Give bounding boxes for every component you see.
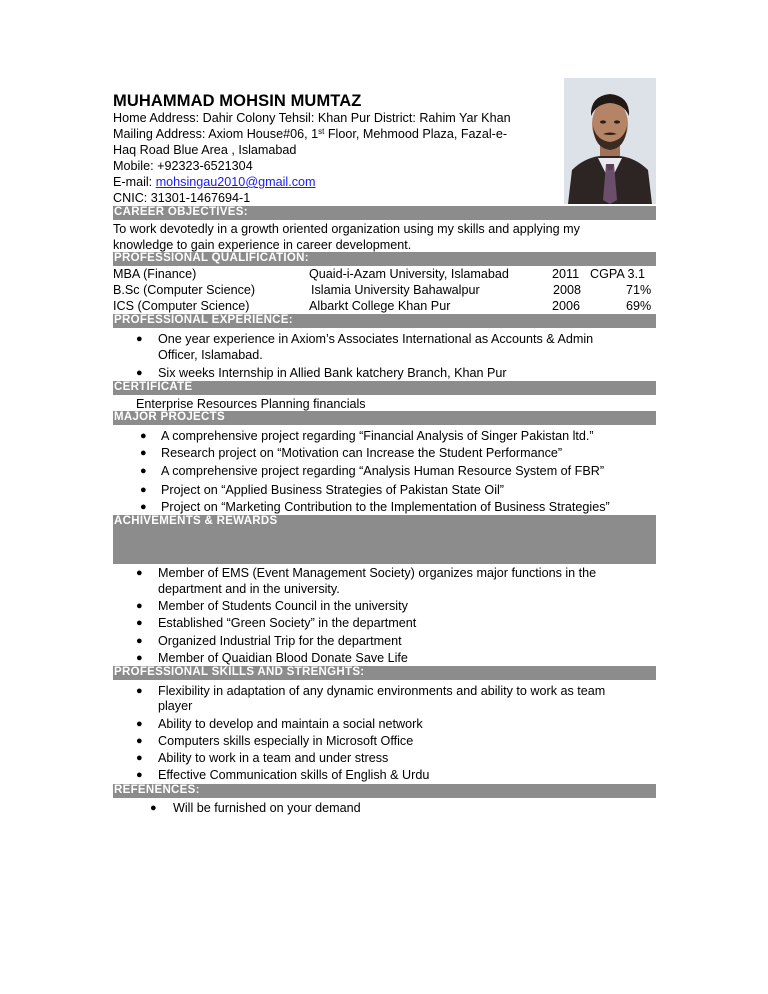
mailing-address-superscript: st [318, 127, 325, 136]
project-item-1: A comprehensive project regarding “Financial Analysis of Singer Pakistan ltd.” [161, 429, 594, 443]
references-text: Will be furnished on your demand [173, 801, 361, 815]
skill-item-5: Effective Communication skills of English & Urdu [158, 768, 430, 782]
qualification-institute-1: Quaid-i-Azam University, Islamabad [309, 267, 509, 281]
mailing-address-line2: Haq Road Blue Area , Islamabad [113, 143, 297, 157]
career-text-line2: knowledge to gain experience in career development. [113, 238, 412, 252]
section-major-projects: MAJOR PROJECTS [113, 411, 656, 425]
skill-item-3: Computers skills especially in Microsoft Office [158, 734, 414, 748]
cnic-number: CNIC: 31301-1467694-1 [113, 191, 251, 205]
bullet-icon: ● [136, 718, 143, 730]
section-career-objectives: CAREER OBJECTIVES: [113, 206, 656, 220]
skill-item-2: Ability to develop and maintain a social network [158, 717, 423, 731]
bullet-icon: ● [136, 735, 143, 747]
project-item-5: Project on “Marketing Contribution to the Implementation of Business Strategies” [161, 500, 610, 514]
bullet-icon: ● [140, 430, 147, 442]
bullet-icon: ● [140, 447, 147, 459]
achievement-item-5: Member of Quaidian Blood Donate Save Life [158, 651, 408, 665]
achievement-item-2: Member of Students Council in the university [158, 599, 408, 613]
qualification-grade-1: CGPA 3.1 [590, 267, 646, 281]
mailing-address-line1 [113, 126, 507, 142]
skill-item-4: Ability to work in a team and under stress [158, 751, 389, 765]
mailing-address-part-b: Floor, Mehmood Plaza, Fazal-e- [324, 127, 508, 141]
experience-item-1-line1: One year experience in Axiom’s Associates International as Accounts & Admin [158, 332, 594, 346]
qualification-institute-2: Islamia University Bahawalpur [311, 283, 480, 297]
email-label: E-mail: [113, 175, 156, 189]
qualification-year-1: 2011 [552, 267, 580, 281]
bullet-icon: ● [140, 484, 147, 496]
qualification-grade-2: 71% [626, 283, 652, 297]
bullet-icon: ● [136, 685, 143, 697]
bullet-icon: ● [136, 367, 143, 379]
qualification-institute-3: Albarkt College Khan Pur [309, 299, 451, 313]
achievement-item-1-line1: Member of EMS (Event Management Society) organizes major functions in the [158, 566, 597, 580]
qualification-year-2: 2008 [553, 283, 582, 297]
skill-item-1-line1: Flexibility in adaptation of any dynamic environments and ability to work as team [158, 684, 606, 698]
mailing-address-part-a: Mailing Address: Axiom House#06, 1 [113, 127, 319, 141]
bullet-icon: ● [140, 465, 147, 477]
bullet-icon: ● [136, 617, 143, 629]
section-certificate: CERTIFICATE [113, 381, 656, 395]
section-achievements: ACHIVEMENTS & REWARDS [113, 515, 656, 564]
qualification-degree-2: B.Sc (Computer Science) [113, 283, 256, 297]
bullet-icon: ● [136, 752, 143, 764]
achievement-item-3: Established “Green Society” in the department [158, 616, 417, 630]
qualification-year-3: 2006 [552, 299, 581, 313]
home-address: Home Address: Dahir Colony Tehsil: Khan Pur District: Rahim Yar Khan [113, 111, 511, 125]
bullet-icon: ● [136, 769, 143, 781]
bullet-icon: ● [140, 501, 147, 513]
project-item-4: Project on “Applied Business Strategies of Pakistan State Oil” [161, 483, 505, 497]
section-professional-experience: PROFESSIONAL EXPERIENCE: [113, 314, 656, 328]
project-item-3: A comprehensive project regarding “Analysis Human Resource System of FBR” [161, 464, 605, 478]
career-text-line1: To work devotedly in a growth oriented organization using my skills and applying my [113, 222, 580, 236]
qualification-grade-3: 69% [626, 299, 652, 313]
bullet-icon: ● [136, 652, 143, 664]
experience-item-1-line2: Officer, Islamabad. [158, 348, 263, 362]
bullet-icon: ● [136, 600, 143, 612]
project-item-2: Research project on “Motivation can Increase the Student Performance” [161, 446, 563, 460]
experience-item-2: Six weeks Internship in Allied Bank katchery Branch, Khan Pur [158, 366, 507, 380]
bullet-icon: ● [136, 635, 143, 647]
qualification-degree-3: ICS (Computer Science) [113, 299, 250, 313]
bullet-icon: ● [150, 802, 157, 814]
profile-photo [564, 78, 656, 204]
applicant-name: MUHAMMAD MOHSIN MUMTAZ [113, 92, 362, 110]
mobile-number: Mobile: +92323-6521304 [113, 159, 253, 173]
section-references: REFENENCES: [113, 784, 656, 798]
bullet-icon: ● [136, 567, 143, 579]
section-professional-qualification: PROFESSIONAL QUALIFICATION: [113, 252, 656, 266]
qualification-degree-1: MBA (Finance) [113, 267, 197, 281]
email-link[interactable]: mohsingau2010@gmail.com [155, 175, 316, 189]
achievement-item-4: Organized Industrial Trip for the department [158, 634, 402, 648]
bullet-icon: ● [136, 333, 143, 345]
achievement-item-1-line2: department and in the university. [158, 582, 340, 596]
email-row [113, 174, 315, 190]
certificate-text: Enterprise Resources Planning financials [136, 397, 366, 411]
skill-item-1-line2: player [158, 699, 193, 713]
section-professional-skills: PROFESSIONAL SKILLS AND STRENGHTS: [113, 666, 656, 680]
